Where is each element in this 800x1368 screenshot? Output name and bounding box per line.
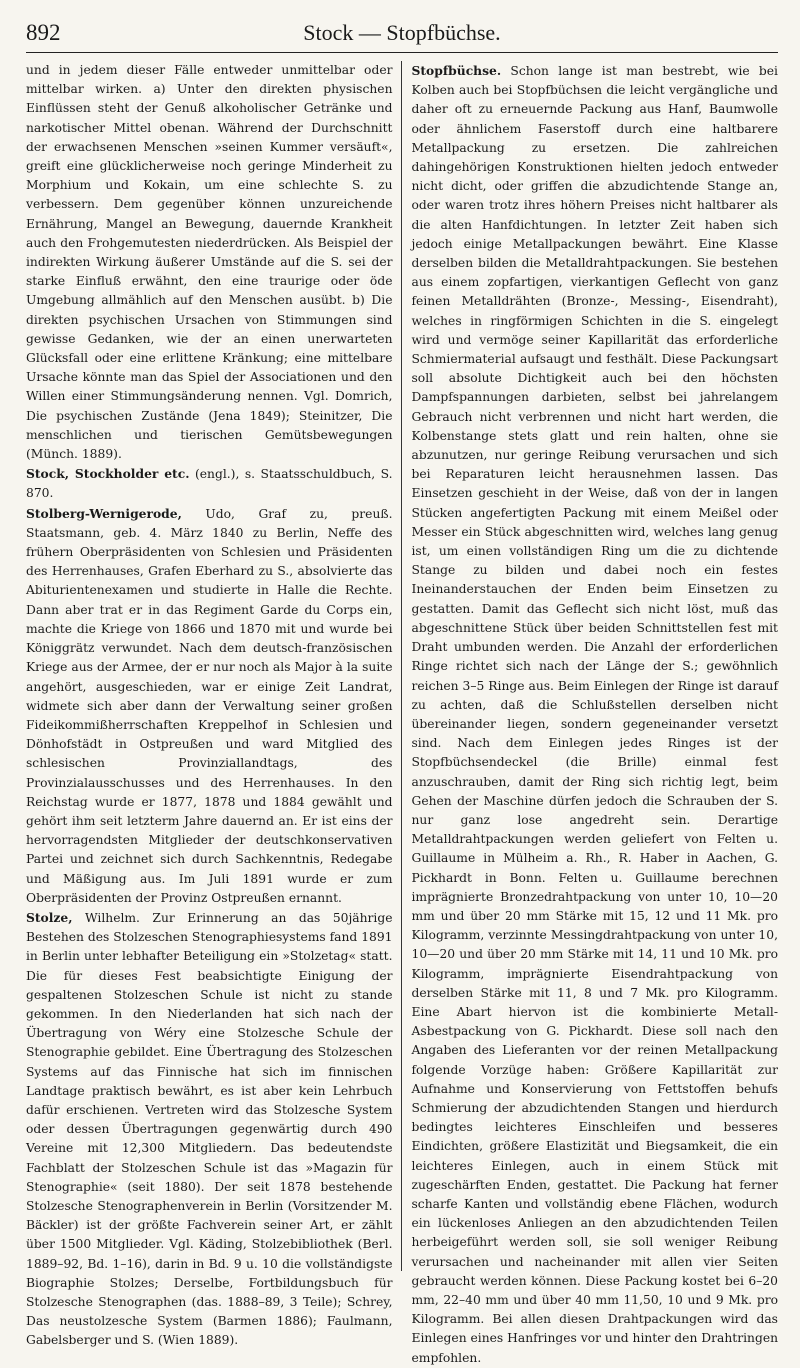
entry-stock: [26, 464, 393, 503]
entry-stolberg-wernigerode: [26, 504, 393, 908]
page-header: [26, 18, 778, 53]
entry-text: Udo, Graf zu, preuß. Staatsmann, geb. 4. März 1840 zu Berlin, Neffe des frühern Oberpräsidenten von Schlesien und Präsidenten des Herrenhauses, Grafen Eberhard zu S., absolvierte das Abiturientenexamen und studierte in Halle die Rechte. Dann aber trat er in das Regiment Garde du Corps ein, machte die Kriege von 1866 und 1870 mit und wurde bei Königgrätz verwundet. Nach dem deutsch-französischen Kriege aus der Armee, der er nur noch als Major à la suite angehört, ausgeschieden, war er einige Zeit Landrat, widmete sich aber dann der Verwaltung seiner großen Fideikommißherrschaften Kreppelhof in Schlesien und Dönhofstädt in Ostpreußen und ward Mitglied des schlesischen Provinziallandtags, des Provinzialausschusses und des Herrenhauses. In den Reichstag wurde er 1877, 1878 und 1884 gewählt und gehört ihm seit letzterm Jahre dauernd an. Er ist eins der hervorragendsten Mitglieder der deutschkonservativen Partei und zeichnet sich durch Sachkenntnis, Redegabe und Mäßigung aus. Im Juli 1891 wurde er zum Oberpräsidenten der Provinz Ostpreußen ernannt.: [26, 506, 393, 905]
entry-headword: Stolze,: [26, 909, 73, 925]
page-number: 892: [26, 20, 61, 45]
entry-stolze: [26, 908, 393, 1351]
entry-headword: Stock, Stockholder etc.: [26, 466, 190, 482]
right-column: [402, 61, 779, 1365]
left-column: [26, 61, 401, 1348]
entry-headword: Stopfbüchse.: [411, 63, 502, 78]
entry-text: (engl.), s. Staatsschuldbuch, S. 870.: [26, 467, 393, 501]
entry-text: Schon lange ist man bestrebt, wie bei Kolben auch bei Stopfbüchsen die leicht vergängliche und daher oft zu erneuernde Packung aus Hanf, Baumwolle oder ähnlichem Faserstoff durch eine haltbarere Metallpackung zu ersetzen. Die zahlreichen dahingehörigen Konstruktionen hielten jedoch entweder nicht dicht, oder griffen die abzudichtende Stange an, oder waren trotz ihres höhern Preises nicht haltbarer als die alten Hanfdichtungen. In letzter Zeit haben sich jedoch einige Metallpackungen bewährt. Eine Klasse derselben bilden die Metalldrahtpackungen. Sie bestehen aus einem zopfartigen, vierkantigen Geflecht von ganz feinen Metalldrähten (Bronze-, Messing-, Eisendraht), welches in ringförmigen Schichten in die S. eingelegt wird und vermöge seiner Kapillarität das erforderliche Schmiermaterial aufsaugt und festhält. Diese Packungsart soll absolute Dichtigkeit auch bei den höchsten Dampfspannungen darbieten, selbst bei jahrelangem Gebrauch nicht verbrennen und nicht hart werden, die Kolbenstange stets glatt und rein halten, ohne sie abzunutzen, nur geringe Reibung verursachen und sich bei Reparaturen leicht herausnehmen lassen. Das Einsetzen geschieht in der Weise, daß von der in langen Stücken angefertigten Packung mit einem Meißel oder Messer ein Stück abgeschnitten wird, welches lang genug ist, um einen vollständigen Ring um die zu dichtende Stange zu bilden und dabei noch ein festes Ineinanderstauchen der Enden beim Einsetzen zu gestatten. Damit das Geflecht sich nicht löst, muß das abgeschnittene Stück über beiden Schnittstellen fest mit Draht umbunden werden. Die Anzahl der erforderlichen Ringe richtet sich nach der Länge der S.; gewöhnlich reichen 3–5 Ringe aus. Beim Einlegen der Ringe ist darauf zu achten, daß die Schlußstellen derselben nicht übereinander liegen, sondern gegeneinander versetzt sind. Nach dem Einlegen jedes Ringes ist der Stopfbüchsendeckel (die Brille) einmal fest anzuschrauben, damit der Ring sich richtig legt, beim Gehen der Maschine dürfen jedoch die Schrauben der S. nur ganz lose angedreht sein. Derartige Metalldrahtpackungen werden geliefert von Felten u. Guillaume in Mülheim a. Rh., R. Haber in Aachen, G. Pickhardt in Bonn. Felten u. Guillaume berechnen imprägnierte Bronzedrahtpackung von unter 10, 10—20 mm und über 20 mm Stärke mit 15, 12 und 11 Mk. pro Kilogramm, verzinnte Messingdrahtpackung von unter 10, 10—20 und über 20 mm Stärke mit 14, 11 und 10 Mk. pro Kilogramm, imprägnierte Eisendrahtpackung von derselben Stärke mit 11, 8 und 7 Mk. pro Kilogramm. Eine Abart hiervon ist die kombinierte Metall-Asbestpackung von G. Pickhardt. Diese soll nach den Angaben des Lieferanten vor der reinen Metallpackung folgende Vorzüge haben: Größere Kapillarität zur Aufnahme und Konservierung von Fettstoffen behufs Schmierung der abzudichtenden Stangen und hierdurch bedingtes leichteres Einschleifen und besseres Eindichten, größere Elastizität und Biegsamkeit, die ein leichteres Einlegen, auch in einem Stück mit zugeschärften Enden, gestattet. Die Packung hat ferner scharfe Kanten und vollständig ebene Flächen, wodurch ein lückenloses Anliegen an den abzudichtenden Teilen herbeigeführt werden soll, sie soll weniger Reibung verursachen und nacheinander mit allen vier Seiten gebraucht werden können. Diese Packung kostet bei 6–20 mm, 22–40 mm und über 40 mm 11,50, 10 und 9 Mk. pro Kilogramm. Bei allen diesen Drahtpackungen wird das Einlegen eines Hanfringes vor und hinter den Drahtringen empfohlen.: [411, 64, 779, 1365]
text-columns: [26, 61, 779, 1365]
running-title: Stock — Stopfbüchse.: [303, 20, 501, 45]
entry-text: Wilhelm. Zur Erinnerung an das 50jährige Bestehen des Stolzeschen Stenographiesystems fand 1891 in Berlin unter lebhafter Beteiligung ein »Stolzetag« statt. Die für dieses Fest beabsichtigte Einigung der gespaltenen Stolzeschen Schule ist nicht zu stande gekommen. In den Niederlanden hat sich nach der Übertragung von Wéry eine Stolzesche Schule der Stenographie gebildet. Eine Übertragung des Stolzeschen Systems auf das Finnische hat sich im finnischen Landtage praktisch bewährt, es ist aber kein Lehrbuch dafür erschienen. Vertreten wird das Stolzesche System oder dessen Übertragungen gegenwärtig durch 490 Vereine mit 12,300 Mitgliedern. Das bedeutendste Fachblatt der Stolzeschen Schule ist das »Magazin für Stenographie« (seit 1880). Der seit 1878 bestehende Stolzesche Stenographenverein in Berlin (Vorsitzender M. Bäckler) ist der größte Fachverein seiner Art, er zählt über 1500 Mitglieder. Vgl. Käding, Stolzebibliothek (Berl. 1889–92, Bd. 1–16), darin in Bd. 9 u. 10 die vollständigste Biographie Stolzes; Derselbe, Fortbildungsbuch für Stolzesche Stenographen (das. 1888–89, 3 Teile); Schrey, Das neustolzesche System (Barmen 1886); Faulmann, Gabelsberger und S. (Wien 1889).: [26, 910, 393, 1348]
entry-continuation-stimmung: und in jedem dieser Fälle entweder unmittelbar oder mittelbar wirken. a) Unter den direkten physischen Einflüssen steht der Genuß alkoholischer Getränke und narkotischer Mittel obenan. Während der Durchschnitt der erwachsenen Menschen »seinen Kummer versäuft«, greift eine glücklicherweise noch geringe Minderheit zu Morphium und Kokain, um eine schlechte S. zu verbessern. Dem gegenüber können unzureichende Ernährung, Mangel an Bewegung, dauernde Krankheit auch den Frohgemutesten niederdrücken. Als Beispiel der indirekten Wirkung äußerer Umstände auf die S. sei der starke Einfluß erwähnt, den eine traurige oder öde Umgebung allmählich auf den Menschen ausübt. b) Die direkten psychischen Ursachen von Stimmungen sind gewisse Gedanken, wie der an einen unerwarteten Glücksfall oder eine erlittene Kränkung; eine mittelbare Ursache könnte man das Spiel der Associationen und den Willen einer Stimmungsänderung nennen. Vgl. Domrich, Die psychischen Zustände (Jena 1849); Steinitzer, Die menschlichen und tierischen Gemütsbewegungen (Münch. 1889).: [26, 63, 393, 462]
entry-headword: Stolberg-Wernigerode,: [26, 505, 182, 521]
entry-stopfbuechse: [412, 61, 779, 1368]
